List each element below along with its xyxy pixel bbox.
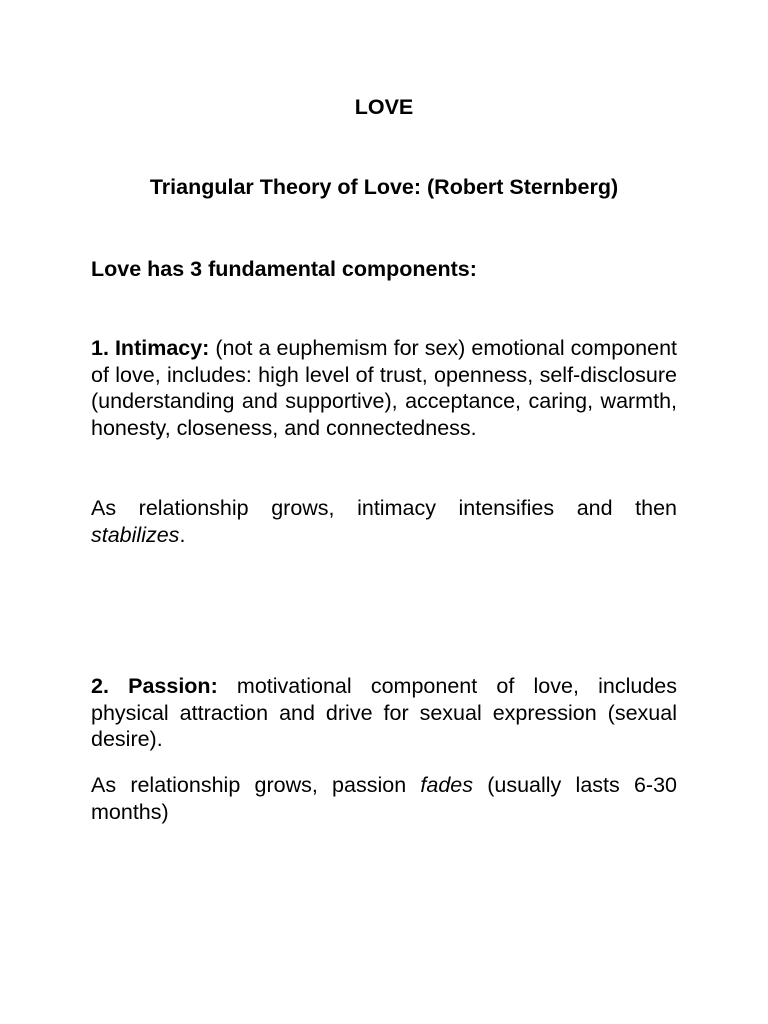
section-passion-paragraph (91, 673, 677, 753)
section-intimacy-body: (not a euphemism for sex) emotional component of love, includes: high level of trust, openness, self-disclosure (understanding and supportive), acceptance, caring, warmth, honesty, closeness, and connectedness. (91, 336, 677, 440)
intro-heading: Love has 3 fundamental components: (91, 257, 477, 281)
section-intimacy-followup-emphasis: stabilizes (91, 522, 180, 547)
section-intimacy-followup-text: As relationship grows, intimacy intensifies and then (91, 496, 677, 520)
section-intimacy-paragraph (91, 335, 677, 441)
section-passion-heading: 2. Passion: (91, 674, 218, 698)
section-passion-followup-emphasis: fades (420, 773, 473, 797)
document-title: LOVE (354, 95, 414, 119)
section-passion-followup-end: (usually lasts 6-30 months) (91, 773, 678, 824)
section-passion-followup (91, 772, 677, 825)
section-passion-body: motivational component of love, includes physical attraction and drive for sexual expression (sexual desire). (91, 674, 677, 751)
section-intimacy-followup-end: . (179, 522, 186, 547)
section-passion-followup-text: As relationship grows, passion (91, 773, 421, 797)
section-intimacy-heading: 1. Intimacy: (91, 336, 210, 360)
document-subtitle: Triangular Theory of Love: (Robert Sternberg) (149, 175, 619, 199)
section-intimacy-followup (91, 495, 677, 548)
